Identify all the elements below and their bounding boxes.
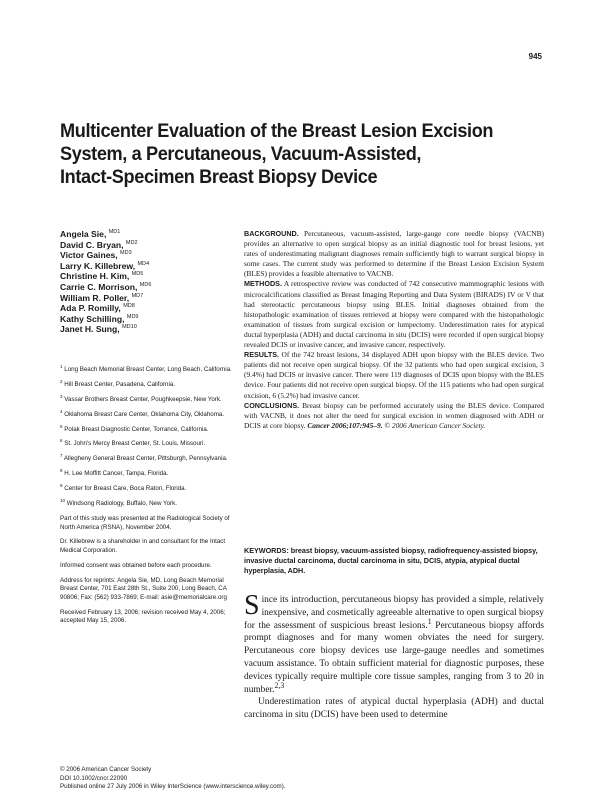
abstract-background: BACKGROUND. Percutaneous, vacuum-assisted, large-gauge core needle biopsy (VACNB) provides an alternative to open surgical biopsy as an initial diagnostic tool for breast lesions, yet rates of underestimating malignant diagnoses remain sufficiently high to warrant surgical biopsy in some cases. The current study was performed to determine if the Breast Lesion Excision System (BLES) provides a feasible alternative to VACNB.: [244, 229, 544, 279]
disclosure-note: Dr. Killebrew is a shareholder in and consultant for the Intact Medical Corporation.: [60, 538, 226, 554]
author: Christine H. Kim, $^{MD5}$: [60, 271, 144, 282]
intro-paragraph: Since its introduction, percutaneous biopsy has provided a simple, relatively inexpensive, and cosmetically agreeable alternative to open surgical biopsy for the assessment of suspicious breast lesions.$^1$ Percutaneous biopsy affords prompt diagnoses and for many women obviates the need for surgery. Percutaneous core biopsy devices use large-gauge needles and sometimes vacuum assistance. To obtain sufficient material for diagnostic purposes, these devices typically require multiple core tissue samples, ranging from 3 to 20 in number.$^{2,3}$: [244, 590, 544, 695]
abstract-conclusions: CONCLUSIONS. Breast biopsy can be performed accurately using the BLES device. Compared with VACNB, it does not alter the need for surgical excision in women diagnosed with ADH or DCIS at core biopsy. Cancer 2006;107:945–9. © 2006 American Cancer Society.: [244, 400, 544, 430]
affiliation: $^{10}$ Windsong Radiology, Buffalo, New York.: [60, 497, 177, 508]
abstract-results: RESULTS. Of the 742 breast lesions, 34 displayed ADH upon biopsy with the BLES device. Two patients did not receive open surgical biopsy. Of the 32 patients who had open surgical excision, 3 (9.4%) had DCIS or invasive cancer. There were 119 diagnoses of DCIS upon biopsy with the BLES device. Four patients did not receive open surgical biopsy. Of the 115 patients who had open surgical excision, 6 (5.2%) had invasive cancer.: [244, 350, 544, 400]
author: William R. Poller, $^{MD7}$: [60, 292, 144, 303]
affiliation: $^3$ Vassar Brothers Breast Center, Poughkeepsie, New York.: [60, 393, 222, 403]
affiliations-column: [60, 363, 238, 632]
consent-note: Informed consent was obtained before each procedure.: [60, 561, 212, 569]
affiliation: $^1$ Long Beach Memorial Breast Center, Long Beach, California.: [60, 363, 232, 373]
affiliation: $^6$ St. John's Mercy Breast Center, St. Louis, Missouri.: [60, 438, 206, 448]
author: Ada P. Romilly, $^{MD8}$: [60, 303, 135, 314]
footer: [60, 766, 400, 792]
page-number: 945: [528, 52, 542, 61]
doi: DOI 10.1002/cncr.22090: [60, 774, 128, 782]
author: Janet H. Sung, $^{MD10}$: [60, 324, 137, 335]
affiliation: $^9$ Center for Breast Care, Boca Raton, Florida.: [60, 483, 187, 493]
author: Angela Sie, $^{MD1}$: [60, 229, 121, 239]
abstract-methods: METHODS. A retrospective review was conducted of 742 consecutive mammographic lesions with microcalcifications classified as Breast Imaging Reporting and Data System (BIRADS) IV or V that had stereotactic percutaneous biopsy using BLES. Initial diagnoses obtained from the histopathologic examination of tissues retrieved at biopsy were compared with the histopathologic examination of tissues from surgical excision or lumpectomy. Underestimation rates for atypical ductal hyperplasia (ADH) and ductal carcinoma in situ (DCIS) were recorded if open surgical biopsy revealed DCIS or invasive cancer, and invasive cancer, respectively.: [244, 279, 544, 350]
abstract: [244, 229, 544, 431]
second-paragraph: Underestimation rates of atypical ductal hyperplasia (ADH) and ductal carcinoma in situ (DCIS) have been used to determine: [244, 697, 544, 721]
author-list: [60, 229, 230, 335]
affiliation: $^5$ Polak Breast Diagnostic Center, Torrance, California.: [60, 423, 209, 433]
presentation-note: Part of this study was presented at the Radiological Society of North America (RSNA), November 2004.: [60, 514, 230, 531]
drop-cap: S: [244, 590, 260, 621]
keywords: KEYWORDS: breast biopsy, vacuum-assisted biopsy, radiofrequency-assisted biopsy, invasive ductal carcinoma, ductal carcinoma in situ, DCIS, atypia, atypical ductal hyperplasia, ADH.: [244, 546, 538, 576]
title-line: Multicenter Evaluation of the Breast Lesion Excision: [60, 120, 494, 142]
title-line: Intact-Specimen Breast Biopsy Device: [60, 166, 378, 188]
author: Larry K. Killebrew, $^{MD4}$: [60, 260, 150, 271]
affiliation: $^8$ H. Lee Moffitt Cancer, Tampa, Florida.: [60, 468, 169, 478]
author: Kathy Schilling, $^{MD9}$: [60, 313, 139, 324]
author: Victor Gaines, $^{MD3}$: [60, 250, 132, 261]
reprint-address: Address for reprints: Angela Sie, MD, Long Beach Memorial Breast Center, 701 East 28th St., Suite 200, Long Beach, CA 90806; Fax: (562) 933-7869; E-mail: asie@memorialcare.org: [60, 576, 227, 601]
author: Carrie C. Morrison, $^{MD6}$: [60, 281, 152, 292]
affiliation: $^7$ Allegheny General Breast Center, Pittsburgh, Pennsylvania.: [60, 453, 228, 463]
received-dates: Received February 13, 2006; revision received May 4, 2006; accepted May 15, 2006.: [60, 608, 226, 625]
title-line: System, a Percutaneous, Vacuum-Assisted,: [60, 143, 422, 165]
affiliation: $^2$ Hill Breast Center, Pasadena, California.: [60, 378, 175, 388]
affiliation: $^4$ Oklahoma Breast Care Center, Oklahoma City, Oklahoma.: [60, 408, 225, 418]
copyright: © 2006 American Cancer Society: [60, 766, 152, 773]
body-text: [244, 590, 544, 722]
article-title: [60, 120, 494, 189]
publication-info: Published online 27 July 2006 in Wiley InterScience (www.interscience.wiley.com).: [60, 783, 286, 791]
author: David C. Bryan, $^{MD2}$: [60, 239, 138, 250]
